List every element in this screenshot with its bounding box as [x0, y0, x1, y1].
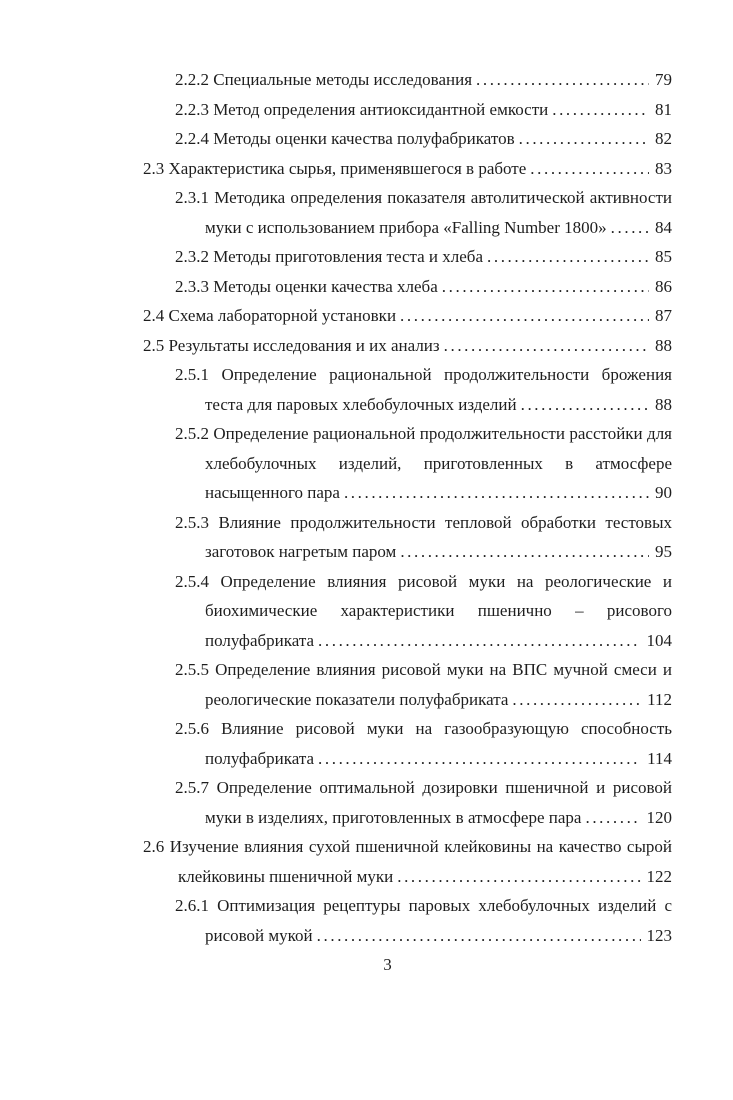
toc-page-ref: 90 [655, 483, 672, 502]
leader-dots [444, 331, 649, 361]
leader-dots [397, 862, 640, 892]
toc-line [143, 685, 672, 715]
leader-dots [400, 301, 649, 331]
toc-line: 2.6.1 Оптимизация рецептуры паровых хлебобулочных изделий с [175, 896, 672, 915]
toc-entry-text: 2.3.2 Методы приготовления теста и хлеба [175, 247, 483, 266]
leader-dots [585, 803, 640, 833]
toc-page-ref: 123 [646, 925, 672, 945]
toc-line: 2.5.5 Определение влияния рисовой муки на ВПС мучной смеси и [175, 660, 672, 679]
toc-line: 2.5.6 Влияние рисовой муки на газообразующую способность [175, 719, 672, 738]
toc-entry-text: клейковины пшеничной муки [178, 866, 394, 886]
toc-entry-text: 2.5 Результаты исследования и их анализ [143, 335, 440, 355]
leader-dots [318, 626, 640, 656]
toc-line: 2.5.4 Определение влияния рисовой муки на реологические и [175, 571, 672, 591]
toc-entry-text: 2.3.3 Методы оценки качества хлеба [175, 276, 438, 296]
toc-entry-text: полуфабриката [205, 748, 315, 768]
toc-page-ref: 95 [655, 542, 672, 561]
toc-page-ref: 112 [647, 689, 672, 709]
toc-page-ref: 84 [655, 217, 672, 237]
toc-entry-text: 2.2.2 Специальные методы исследования [175, 70, 473, 89]
toc-entry-text: муки с использованием прибора «Falling Number 1800» [205, 217, 607, 237]
toc-entry-text: насыщенного пара [205, 483, 340, 502]
toc-page-ref: 114 [647, 748, 672, 768]
toc-line: 2.5.3 Влияние продолжительности тепловой обработки тестовых [175, 512, 672, 532]
toc-entry-text: 2.2.4 Методы оценки качества полуфабрикатов [175, 129, 515, 148]
leader-dots [318, 744, 641, 774]
toc-line [143, 921, 672, 951]
toc-line [143, 65, 672, 95]
table-of-contents [143, 65, 672, 950]
toc-line: 2.6 Изучение влияния сухой пшеничной клейковины на качество сырой [143, 837, 672, 856]
toc-entry-text: реологические показатели полуфабриката [205, 689, 509, 709]
toc-line: 2.5.1 Определение рациональной продолжительности брожения [175, 365, 672, 384]
toc-line [143, 744, 672, 774]
toc-line [143, 626, 672, 656]
toc-page-ref: 82 [655, 129, 672, 148]
toc-line [143, 331, 672, 361]
toc-line: 2.5.2 Определение рациональной продолжительности расстойки для [175, 424, 672, 443]
toc-line: биохимические характеристики пшенично – рисового [205, 601, 672, 620]
toc-line: 2.3.1 Методика определения показателя автолитической активности [175, 188, 672, 207]
toc-page-ref: 86 [655, 276, 672, 296]
leader-dots [611, 213, 649, 243]
toc-page-ref: 87 [655, 306, 672, 325]
leader-dots [476, 65, 649, 95]
toc-page-ref: 81 [655, 99, 672, 119]
toc-entry-text: муки в изделиях, приготовленных в атмосфере пара [205, 807, 582, 827]
toc-line [143, 95, 672, 125]
leader-dots [521, 390, 649, 420]
toc-line [143, 272, 672, 302]
toc-line [143, 154, 672, 184]
toc-line: 2.5.7 Определение оптимальной дозировки пшеничной и рисовой [175, 778, 672, 797]
toc-line [143, 537, 672, 567]
toc-page-ref: 79 [655, 70, 672, 89]
toc-page-ref: 88 [655, 394, 672, 414]
leader-dots [530, 154, 649, 184]
toc-entry-text: 2.2.3 Метод определения антиоксидантной емкости [175, 99, 549, 119]
toc-entry-text: теста для паровых хлебобулочных изделий [205, 394, 517, 414]
toc-line [143, 478, 672, 508]
toc-line [143, 301, 672, 331]
leader-dots [317, 921, 641, 951]
leader-dots [344, 478, 649, 508]
toc-page-ref: 104 [646, 630, 672, 650]
toc-page-ref: 85 [655, 247, 672, 266]
toc-line [143, 803, 672, 833]
leader-dots [512, 685, 641, 715]
leader-dots [400, 537, 649, 567]
toc-line [143, 242, 672, 272]
leader-dots [552, 95, 649, 125]
leader-dots [487, 242, 649, 272]
toc-line [143, 213, 672, 243]
toc-entry-text: полуфабриката [205, 630, 315, 650]
toc-entry-text: рисовой мукой [205, 925, 313, 945]
toc-page-ref: 122 [646, 866, 672, 886]
toc-page-ref: 120 [646, 807, 672, 827]
toc-line: хлебобулочных изделий, приготовленных в атмосфере [205, 453, 672, 473]
toc-line [143, 390, 672, 420]
toc-entry-text: 2.3 Характеристика сырья, применявшегося в работе [143, 158, 527, 178]
leader-dots [519, 124, 649, 154]
toc-line [143, 124, 672, 154]
page-number: 3 [383, 955, 392, 974]
toc-entry-text: заготовок нагретым паром [205, 542, 397, 561]
toc-page-ref: 83 [655, 158, 672, 178]
toc-line [143, 862, 672, 892]
toc-entry-text: 2.4 Схема лабораторной установки [143, 306, 397, 325]
toc-page-ref: 88 [655, 335, 672, 355]
leader-dots [442, 272, 649, 302]
